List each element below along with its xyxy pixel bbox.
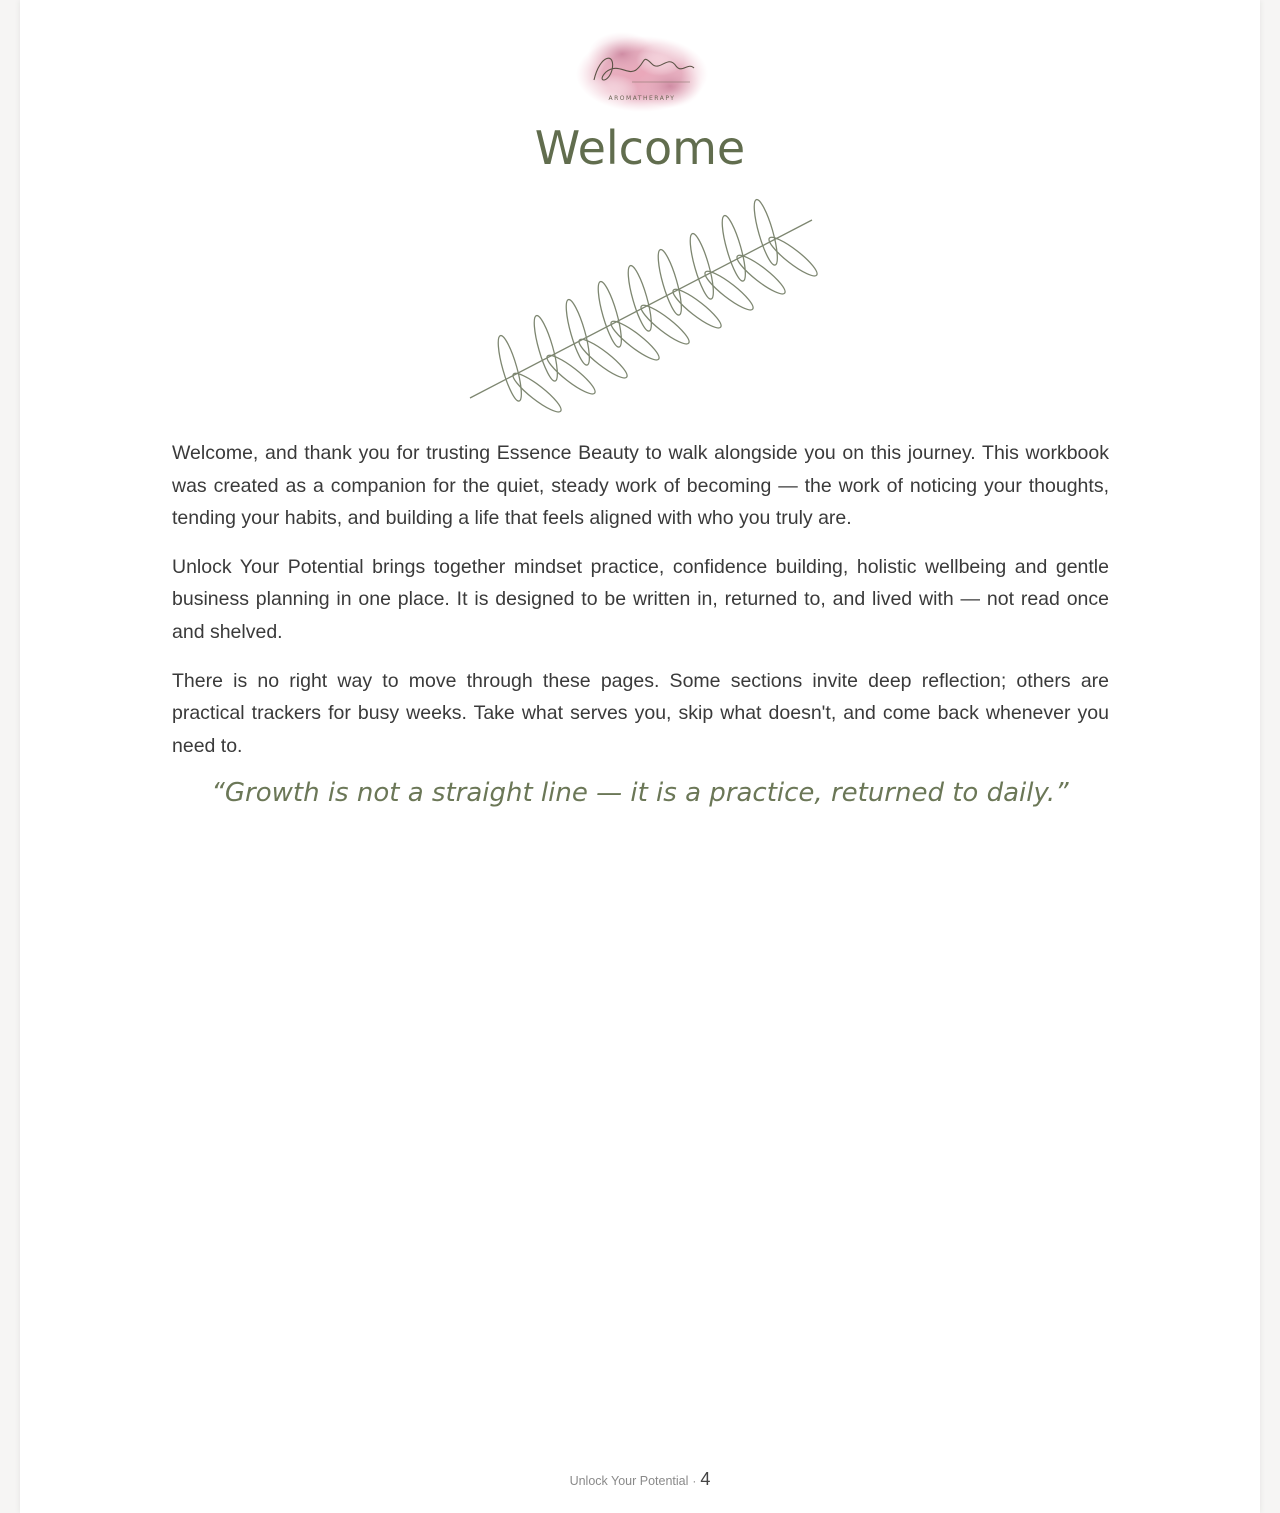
footer-title: Unlock Your Potential: [569, 1474, 689, 1488]
logo-tagline: AROMATHERAPY: [608, 95, 676, 102]
footer-separator: ·: [692, 1474, 697, 1488]
eucalyptus-sprig-icon: [460, 186, 820, 414]
page-title: Welcome: [534, 121, 746, 175]
paragraph: Welcome, and thank you for trusting Essence Beauty to walk alongside you on this journey. This workbook was created as a companion for the quiet, steady work of becoming — the work of noticing your thoughts, tending your habits, and building a life that feels aligned with who you truly are.: [172, 442, 1109, 530]
pull-quote: “Growth is not a straight line — it is a practice, returned to daily.”: [211, 778, 1069, 808]
intro-text: [172, 437, 1109, 778]
essence-beauty-logo: [572, 24, 712, 116]
page-footer: [20, 1467, 1260, 1493]
paragraph: There is no right way to move through these pages. Some sections invite deep reflection; others are practical trackers for busy weeks. Take what serves you, skip what doesn't, and come back whenever you need to.: [172, 669, 1109, 757]
paragraph: Unlock Your Potential brings together mindset practice, confidence building, holistic wellbeing and gentle business planning in one place. It is designed to be written in, returned to, and lived with — not read once and shelved.: [172, 555, 1109, 643]
logo-watercolor-icon: [572, 24, 712, 116]
document-page: [20, 0, 1260, 1513]
page-number: 4: [700, 1469, 711, 1489]
